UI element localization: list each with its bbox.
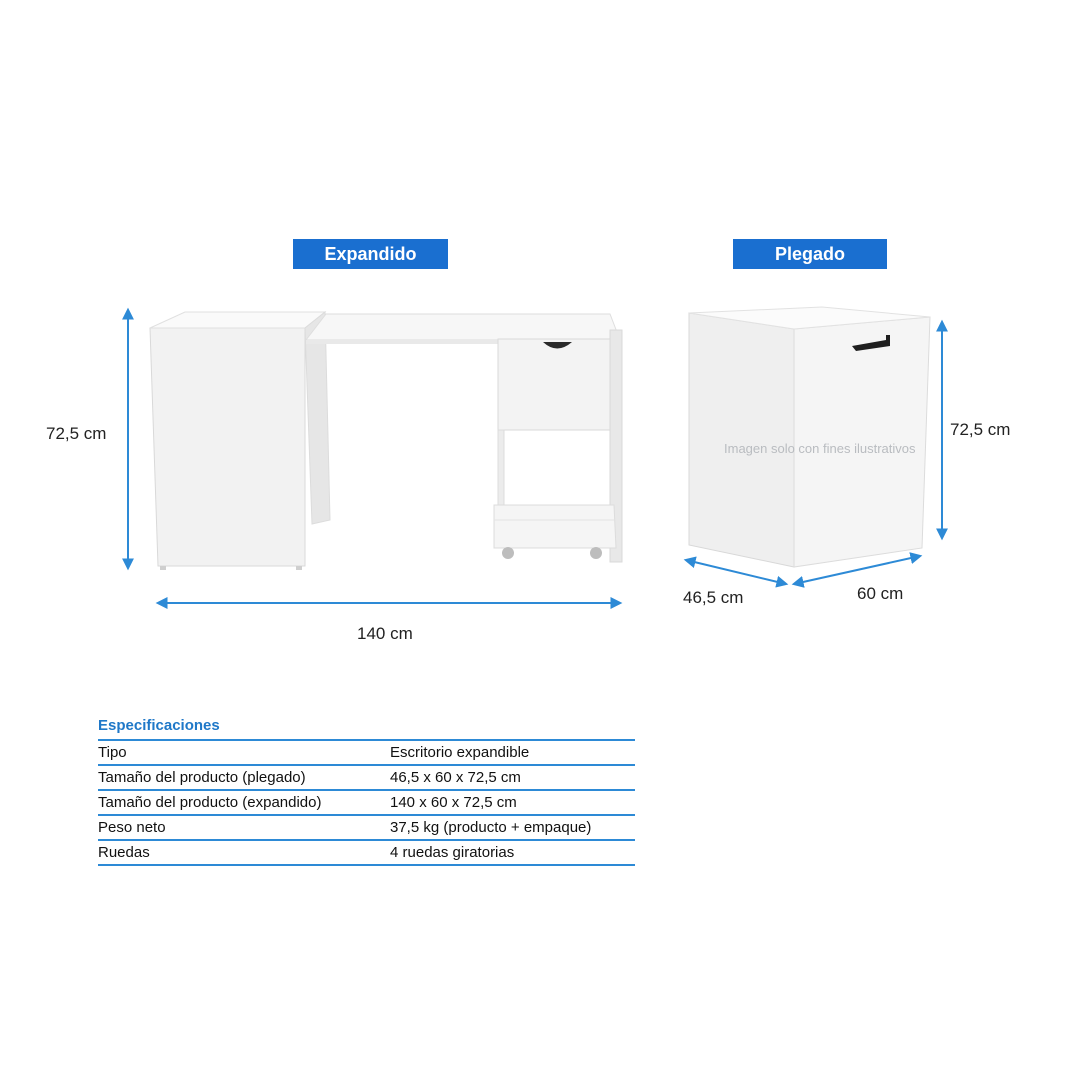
spec-value: 140 x 60 x 72,5 cm: [390, 794, 517, 811]
expanded-width-label: 140 cm: [357, 624, 413, 643]
spec-value: Escritorio expandible: [390, 744, 530, 761]
table-row: [98, 739, 635, 764]
spec-key: Peso neto: [98, 819, 166, 836]
expanded-height-label: 72,5 cm: [46, 424, 107, 443]
spec-key: Ruedas: [98, 844, 150, 861]
spec-key: Tamaño del producto (plegado): [98, 769, 306, 786]
spec-value: 37,5 kg (producto + empaque): [390, 819, 592, 836]
specs-title: Especificaciones: [98, 717, 220, 734]
table-row: [98, 814, 635, 839]
watermark-text: Imagen solo con fines ilustrativos: [724, 441, 916, 456]
folded-width-label: 60 cm: [857, 584, 904, 603]
specs-table: [98, 739, 635, 866]
folded-depth-label: 46,5 cm: [683, 588, 744, 607]
expanded-view-badge: Expandido: [293, 239, 448, 269]
table-row: [98, 764, 635, 789]
spec-key: Tipo: [98, 744, 127, 761]
spec-value: 4 ruedas giratorias: [390, 844, 515, 861]
folded-height-label: 72,5 cm: [950, 420, 1011, 439]
spec-key: Tamaño del producto (expandido): [98, 794, 322, 811]
cabinet-illustration: [689, 307, 930, 567]
table-row: [98, 789, 635, 814]
folded-view-badge: Plegado: [733, 239, 887, 269]
table-row: [98, 839, 635, 866]
desk-illustration: [150, 312, 622, 570]
spec-value: 46,5 x 60 x 72,5 cm: [390, 769, 521, 786]
